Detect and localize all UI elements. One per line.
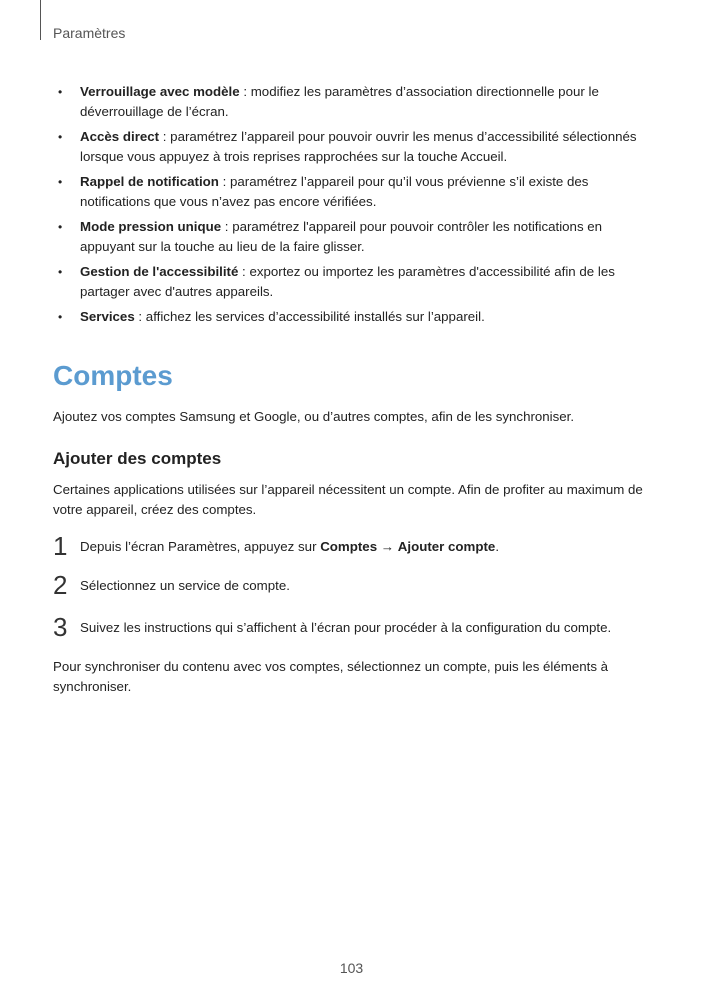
- step-text-after: .: [495, 539, 500, 554]
- section-title: Comptes: [53, 360, 173, 391]
- list-item: [53, 82, 653, 122]
- list-item-text: : modifiez les paramètres d’association directionnelle pour le déverrouillage de l’écran.: [80, 84, 599, 119]
- list-item-term: Gestion de l'accessibilité: [80, 264, 239, 279]
- list-item-term: Rappel de notification: [80, 174, 219, 189]
- step-text: Suivez les instructions qui s’affichent à l’écran pour procéder à la configuration du compte.: [80, 620, 612, 635]
- bullet-icon: •: [58, 265, 63, 279]
- list-item-term: Services: [80, 309, 135, 324]
- subsection-title: Ajouter des comptes: [53, 449, 222, 468]
- list-item: [53, 217, 653, 257]
- bullet-icon: •: [58, 310, 63, 324]
- list-item-term: Mode pression unique: [80, 219, 222, 234]
- list-item-text: : paramétrez l’appareil pour pouvoir ouvrir les menus d’accessibilité sélectionnés lorsque vous appuyez à trois reprises rapprochées sur la touche Accueil.: [80, 129, 637, 164]
- subsection-paragraph: Certaines applications utilisées sur l’appareil nécessitent un compte. Afin de profiter au maximum de votre appareil, créez des comptes.: [53, 482, 643, 517]
- list-item: [53, 127, 653, 167]
- list-item-text: : paramétrez l’appareil pour qu’il vous prévienne s’il existe des notifications que vous n’avez pas encore vérifiées.: [80, 174, 589, 209]
- step-number: 1: [53, 531, 68, 561]
- list-item: [53, 307, 653, 327]
- list-item-text: : exportez ou importez les paramètres d'accessibilité afin de les partager avec d'autres appareils.: [80, 264, 615, 299]
- bullet-icon: •: [58, 175, 63, 189]
- page-number: 103: [339, 960, 364, 976]
- list-item: [53, 172, 653, 212]
- list-item-text: : affichez les services d’accessibilité installés sur l’appareil.: [134, 309, 485, 324]
- bullet-icon: •: [58, 85, 63, 99]
- step-text-before: Depuis l’écran Paramètres, appuyez sur: [80, 539, 321, 554]
- page-header: Paramètres: [53, 25, 126, 41]
- step-text: [80, 537, 660, 557]
- section-intro: Ajoutez vos comptes Samsung et Google, ou d’autres comptes, afin de les synchroniser.: [53, 409, 575, 424]
- step-text: Sélectionnez un service de compte.: [80, 578, 290, 593]
- step-number: 3: [53, 612, 68, 642]
- list-item-term: Accès direct: [80, 129, 160, 144]
- list-item-text: : paramétrez l'appareil pour pouvoir contrôler les notifications en appuyant sur la touche au lieu de la faire glisser.: [80, 219, 603, 254]
- list-item: [53, 262, 653, 302]
- step-menu-comptes: Comptes: [320, 539, 378, 554]
- list-item-term: Verrouillage avec modèle: [80, 84, 240, 99]
- bullet-icon: •: [58, 130, 63, 144]
- step-menu-ajouter-compte: Ajouter compte: [397, 539, 496, 554]
- bullet-icon: •: [58, 220, 63, 234]
- header-divider: [40, 0, 41, 40]
- step-number: 2: [53, 570, 68, 600]
- accessibility-options-list: [53, 82, 653, 332]
- arrow-icon: →: [377, 539, 398, 554]
- closing-paragraph: Pour synchroniser du contenu avec vos comptes, sélectionnez un compte, puis les éléments à synchroniser.: [53, 659, 609, 694]
